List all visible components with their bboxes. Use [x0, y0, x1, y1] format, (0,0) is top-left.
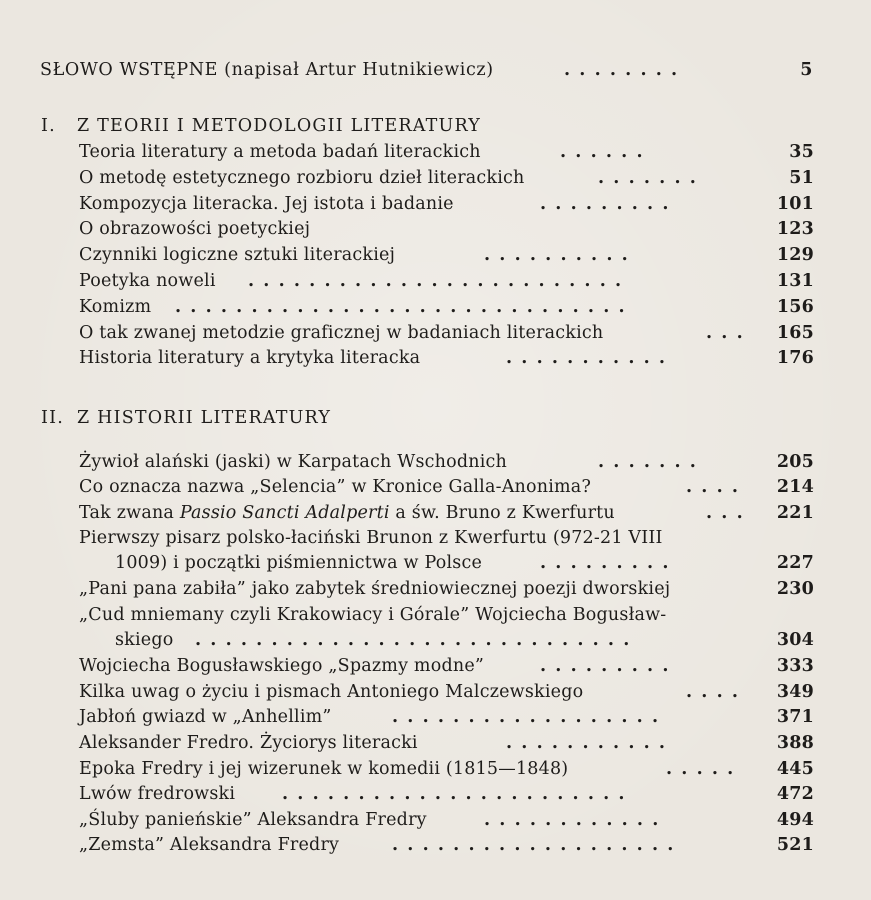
entry-title: Co oznacza nazwa „Selencia” w Kronice Galla-Anonima? — [79, 477, 592, 497]
section-numeral: I. — [41, 116, 56, 136]
dot-leader: ... — [706, 323, 752, 343]
entry-title: Historia literatury a krytyka literacka — [79, 348, 421, 368]
foreword-entry — [40, 57, 830, 83]
toc-entry — [0, 345, 871, 371]
entry-title: Wojciecha Bogusławskiego „Spazmy modne” — [79, 656, 485, 676]
dot-leader: .......... — [484, 245, 637, 265]
toc-entry — [0, 139, 871, 165]
entry-page-number: 165 — [776, 323, 814, 343]
toc-entry — [0, 704, 871, 730]
dot-leader: .... — [686, 477, 748, 497]
entry-title: „Pani pana zabiła” jako zabytek średniowiecznej poezji dworskiej — [79, 579, 671, 599]
toc-entry — [0, 242, 871, 268]
dot-leader: ........... — [506, 733, 675, 753]
entry-page-number: 304 — [776, 630, 814, 650]
entry-page-number: 214 — [776, 477, 814, 497]
toc-entry-continuation — [0, 627, 871, 653]
entry-title: O tak zwanej metodzie graficznej w badaniach literackich — [79, 323, 604, 343]
entry-title: Pierwszy pisarz polsko-łaciński Brunon z Kwerfurtu (972-21 VIII — [79, 528, 663, 548]
entry-page-number: 230 — [776, 579, 814, 599]
entry-title: Lwów fredrowski — [79, 784, 236, 804]
section-heading-2 — [41, 405, 331, 431]
toc-entry-continuation — [0, 550, 871, 576]
dot-leader: ...... — [560, 142, 652, 162]
entry-title: Komizm — [79, 297, 152, 317]
entry-page-number: 349 — [776, 682, 814, 702]
dot-leader: ............ — [484, 810, 668, 830]
dot-leader: ... — [706, 503, 752, 523]
dot-leader: ............................. — [195, 630, 639, 650]
entry-text-mixed — [79, 500, 615, 526]
entry-title: Jabłoń gwiazd w „Anhellim” — [79, 707, 332, 727]
dot-leader: .................. — [392, 707, 668, 727]
entry-page-number: 123 — [776, 219, 814, 239]
entry-page-number: 35 — [789, 142, 814, 162]
entry-title-continuation: 1009) i początki piśmiennictwa w Polsce — [115, 553, 483, 573]
toc-entry — [0, 525, 871, 551]
dot-leader: ..... — [666, 759, 743, 779]
entry-page-number: 333 — [776, 656, 814, 676]
entry-page-number: 388 — [776, 733, 814, 753]
section-heading-1 — [41, 113, 481, 139]
dot-leader: ......... — [540, 553, 678, 573]
dot-leader: ......................... — [248, 271, 631, 291]
toc-entry — [0, 191, 871, 217]
entry-page-number: 521 — [776, 835, 814, 855]
toc-entry — [0, 730, 871, 756]
entry-page-number: 472 — [776, 784, 814, 804]
dot-leader: ......... — [540, 194, 678, 214]
entry-page-number: 131 — [776, 271, 814, 291]
entry-title: Aleksander Fredro. Życiorys literacki — [79, 733, 418, 753]
dot-leader: .... — [686, 682, 748, 702]
entry-title-end: a św. Bruno z Kwerfurtu — [389, 503, 615, 523]
dot-leader: ........... — [506, 348, 675, 368]
entry-title: „Cud mniemany czyli Krakowiacy i Górale” Wojciecha Bogusław- — [79, 605, 667, 625]
entry-title: Teoria literatury a metoda badań literackich — [79, 142, 481, 162]
dot-leader: ....................... — [282, 784, 634, 804]
entry-title: „Zemsta” Aleksandra Fredry — [79, 835, 340, 855]
toc-entry — [0, 653, 871, 679]
toc-entry — [0, 756, 871, 782]
dot-leader: ................... — [392, 835, 683, 855]
entry-title: O metodę estetycznego rozbioru dzieł literackich — [79, 168, 525, 188]
entry-page-number: 129 — [776, 245, 814, 265]
entry-title: Kilka uwag o życiu i pismach Antoniego Malczewskiego — [79, 682, 584, 702]
toc-entry — [0, 449, 871, 475]
toc-entry — [0, 165, 871, 191]
entry-page-number: 176 — [776, 348, 814, 368]
entry-page-number: 227 — [776, 553, 814, 573]
entry-page-number: 221 — [776, 503, 814, 523]
dot-leader: ........ — [564, 60, 687, 80]
entry-page-number: 371 — [776, 707, 814, 727]
toc-entry — [0, 320, 871, 346]
entry-page-number: 205 — [776, 452, 814, 472]
toc-entry — [0, 832, 871, 858]
entry-title: „Śluby panieńskie” Aleksandra Fredry — [79, 810, 427, 830]
entry-page-number: 101 — [776, 194, 814, 214]
section-numeral: II. — [41, 408, 64, 428]
toc-entry — [0, 500, 871, 526]
dot-leader: ......... — [540, 656, 678, 676]
toc-entry — [0, 216, 871, 242]
entry-title-start: Tak zwana — [79, 503, 180, 523]
entry-title: Epoka Fredry i jej wizerunek w komedii (1815—1848) — [79, 759, 569, 779]
entry-page-number: 494 — [776, 810, 814, 830]
dot-leader: ....... — [598, 168, 706, 188]
toc-entry — [0, 807, 871, 833]
toc-entry — [0, 576, 871, 602]
entry-title: O obrazowości poetyckiej — [79, 219, 311, 239]
entry-title-italic: Passio Sancti Adalperti — [179, 503, 390, 523]
entry-title: Poetyka noweli — [79, 271, 216, 291]
entry-title: Kompozycja literacka. Jej istota i badanie — [79, 194, 454, 214]
section-title: Z HISTORII LITERATURY — [77, 408, 332, 428]
entry-title: Żywioł alański (jaski) w Karpatach Wschodnich — [79, 452, 508, 472]
toc-entry — [0, 474, 871, 500]
section-title: Z TEORII I METODOLOGII LITERATURY — [77, 116, 482, 136]
toc-entry — [0, 781, 871, 807]
entry-page-number: 51 — [789, 168, 814, 188]
toc-entry — [0, 602, 871, 628]
toc-entry — [0, 268, 871, 294]
entry-page-number: 445 — [776, 759, 814, 779]
entry-title: Czynniki logiczne sztuki literackiej — [79, 245, 396, 265]
toc-entry — [0, 294, 871, 320]
foreword-title: SŁOWO WSTĘPNE (napisał Artur Hutnikiewicz) — [40, 60, 494, 80]
entry-title-continuation: skiego — [115, 630, 174, 650]
toc-entry — [0, 679, 871, 705]
foreword-page-number: 5 — [800, 60, 813, 80]
dot-leader: ....... — [598, 452, 706, 472]
entry-page-number: 156 — [776, 297, 814, 317]
dot-leader: .............................. — [175, 297, 634, 317]
